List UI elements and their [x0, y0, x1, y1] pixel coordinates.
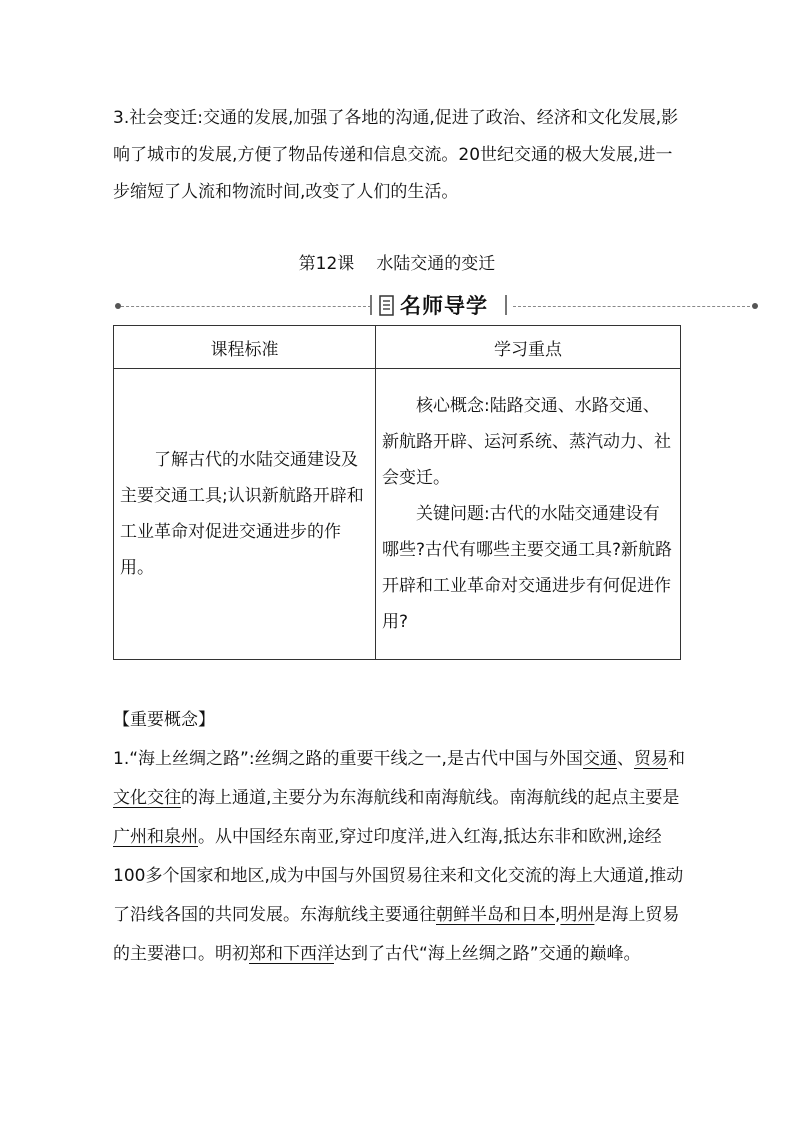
- banner-rule-left: [121, 306, 371, 307]
- underlined-term: 朝鲜半岛和日本: [436, 905, 555, 925]
- concept-segment: 1.“海上丝绸之路”:丝绸之路的重要干线之一,是古代中国与外国: [113, 749, 583, 769]
- lesson-title: [0, 250, 794, 278]
- focus-cell: [376, 369, 681, 660]
- underlined-term: 广州和泉州: [113, 827, 198, 847]
- table-row: [114, 369, 681, 660]
- concept-segment: 的海上通道,主要分为东海航线和南海航线。南海航线的起点主要是: [181, 788, 680, 808]
- banner-tick-left: [370, 295, 372, 315]
- standard-text: 了解古代的水陆交通建设及主要交通工具;认识新航路开辟和工业革命对促进交通进步的作用。: [120, 450, 364, 578]
- concept-segment: 。从中国经东南亚,穿过印度洋,进入红海,抵达东非和欧洲,途经100多个国家和地区,成为中国与外国贸易往来和文化交流的海上大通道,推动了沿线各国的共同发展。东海航线主要通往: [113, 827, 684, 925]
- standard-cell: [114, 369, 376, 660]
- concept-segment: 达到了古代“海上丝绸之路”交通的巅峰。: [334, 944, 641, 964]
- concept-segment: 、: [616, 749, 634, 769]
- concept-paragraph: [113, 740, 685, 974]
- lesson-number: 第12课: [298, 254, 355, 274]
- banner-tick-right: [505, 295, 507, 315]
- underlined-term: 明州: [560, 905, 595, 925]
- focus-key-questions: 关键问题:古代的水陆交通建设有哪些?古代有哪些主要交通工具?新航路开辟和工业革命对交通进步有何促进作用?: [382, 504, 673, 632]
- concepts-heading: 【重要概念】: [113, 710, 215, 730]
- concept-segment: 和: [667, 749, 685, 769]
- header-curriculum-standard: 课程标准: [114, 326, 376, 369]
- underlined-term: 交通: [582, 749, 617, 769]
- table-header-row: [114, 326, 681, 369]
- underlined-term: 贸易: [633, 749, 668, 769]
- banner-rule-right: [513, 306, 750, 307]
- header-learning-focus: 学习重点: [376, 326, 681, 369]
- concept-segment: ,: [555, 905, 561, 925]
- curriculum-table: [113, 325, 681, 660]
- focus-core-concepts: 核心概念:陆路交通、水路交通、新航路开辟、运河系统、蒸汽动力、社会变迁。: [382, 396, 671, 488]
- concept-segment: 是海上贸易的主要港口。明初: [113, 905, 680, 964]
- underlined-term: 郑和下西洋: [249, 944, 334, 964]
- intro-paragraph: 3.社会变迁:交通的发展,加强了各地的沟通,促进了政治、经济和文化发展,影响了城市的发展,方便了物品传递和信息交流。20世纪交通的极大发展,进一步缩短了人流和物流时间,改变了人们的生活。: [113, 108, 679, 202]
- banner-dot-right: [752, 303, 758, 309]
- notebook-icon: [379, 295, 395, 317]
- lesson-name: 水陆交通的变迁: [376, 254, 496, 274]
- banner-label: 名师导学: [400, 293, 488, 318]
- section-banner: [113, 290, 758, 324]
- underlined-term: 文化交往: [113, 788, 181, 808]
